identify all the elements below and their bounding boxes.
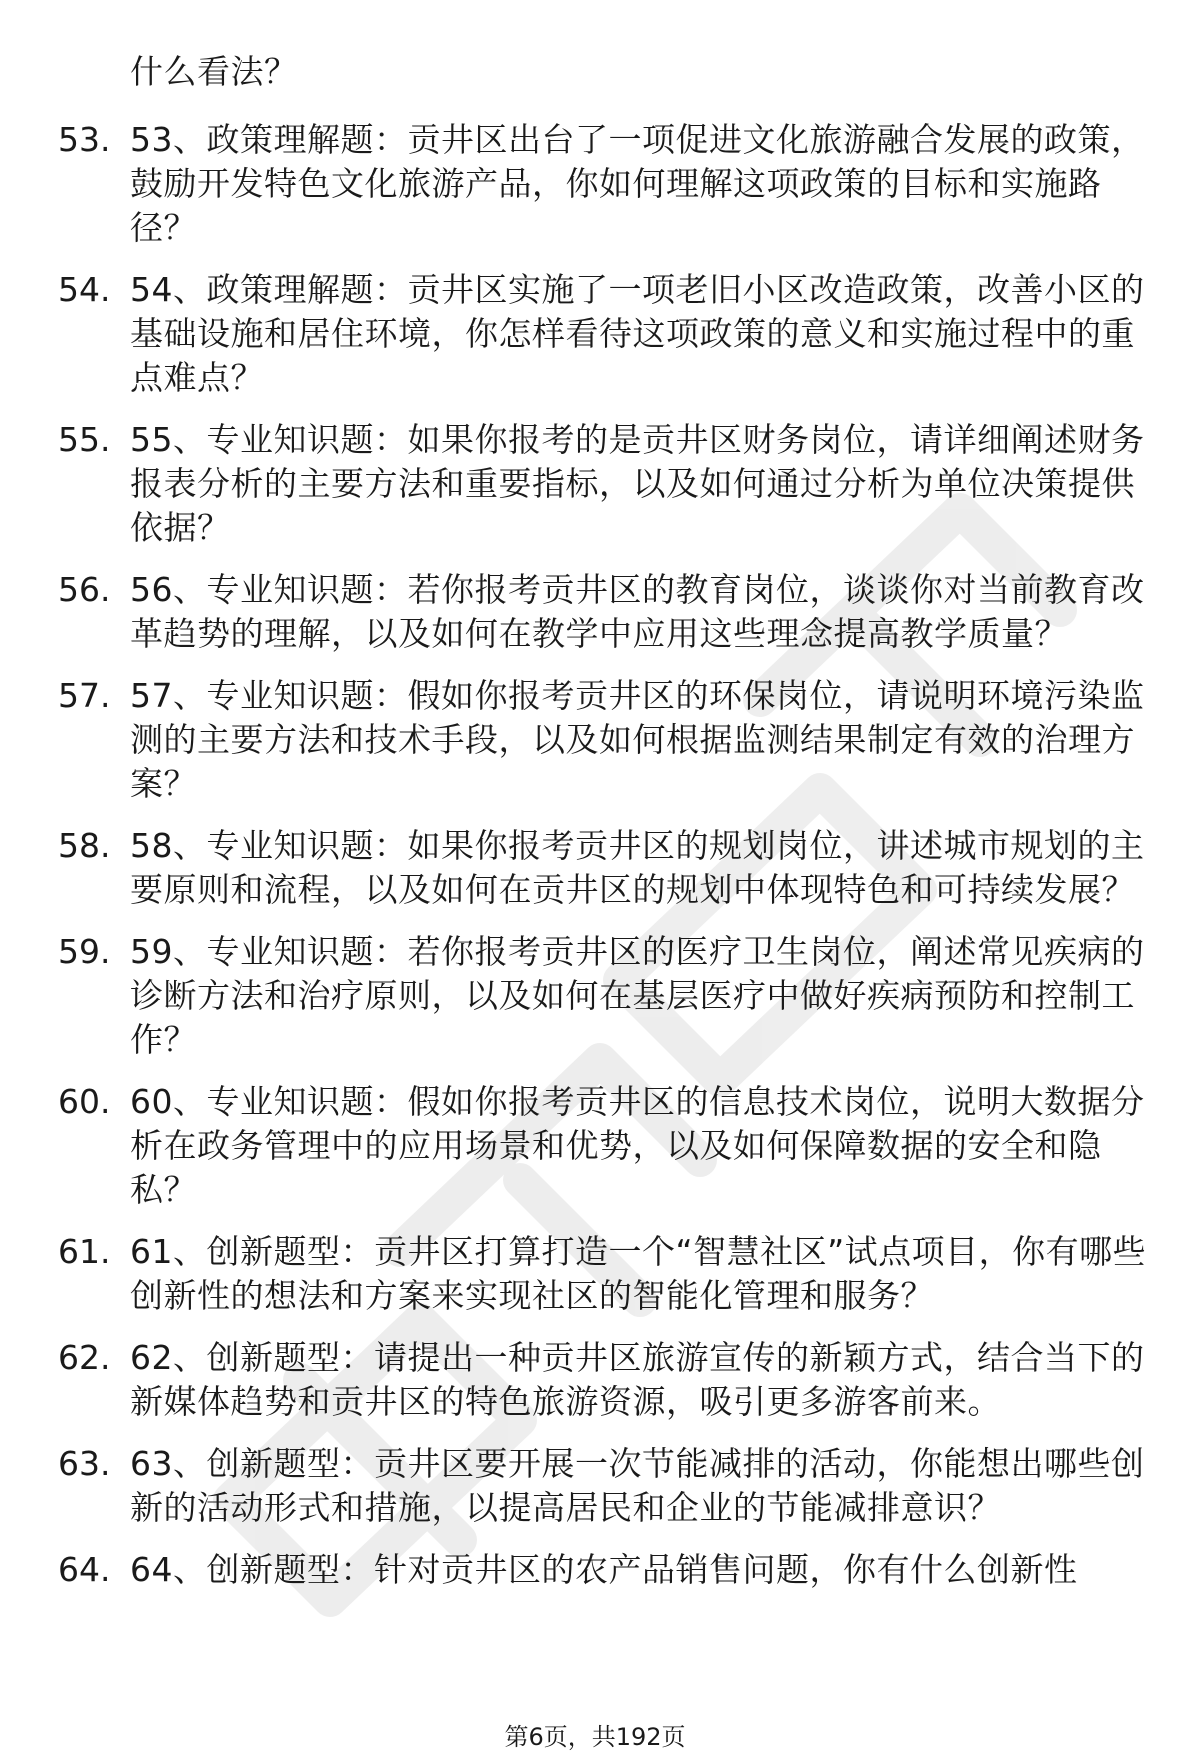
question-item (0, 568, 1190, 656)
question-text: 62、创新题型：请提出一种贡井区旅游宣传的新颖方式，结合当下的新媒体趋势和贡井区的特色旅游资源，吸引更多游客前来。 (130, 1338, 1145, 1421)
question-number: 53. (58, 120, 111, 159)
question-number: 63. (58, 1444, 111, 1483)
question-text: 54、政策理解题：贡井区实施了一项老旧小区改造政策，改善小区的基础设施和居住环境，你怎样看待这项政策的意义和实施过程中的重点难点？ (130, 270, 1145, 397)
question-item (0, 1080, 1190, 1212)
question-number: 59. (58, 932, 111, 971)
question-item (0, 118, 1190, 250)
question-text: 57、专业知识题：假如你报考贡井区的环保岗位，请说明环境污染监测的主要方法和技术手段，以及如何根据监测结果制定有效的治理方案？ (130, 676, 1145, 803)
question-item (0, 268, 1190, 400)
question-item (0, 930, 1190, 1062)
question-item (0, 824, 1190, 912)
question-item (0, 1548, 1190, 1592)
question-number: 60. (58, 1082, 111, 1121)
question-text: 60、专业知识题：假如你报考贡井区的信息技术岗位，说明大数据分析在政务管理中的应用场景和优势，以及如何保障数据的安全和隐私？ (130, 1082, 1145, 1209)
question-number: 55. (58, 420, 111, 459)
question-number: 64. (58, 1550, 111, 1589)
question-number: 56. (58, 570, 111, 609)
question-text: 58、专业知识题：如果你报考贡井区的规划岗位，讲述城市规划的主要原则和流程，以及如何在贡井区的规划中体现特色和可持续发展？ (130, 826, 1145, 909)
question-text: 61、创新题型：贡井区打算打造一个“智慧社区”试点项目，你有哪些创新性的想法和方案来实现社区的智能化管理和服务？ (130, 1232, 1147, 1315)
question-number: 54. (58, 270, 111, 309)
question-text: 63、创新题型：贡井区要开展一次节能减排的活动，你能想出哪些创新的活动形式和措施，以提高居民和企业的节能减排意识？ (130, 1444, 1145, 1527)
question-number: 57. (58, 676, 111, 715)
page-number-footer: 第6页，共192页 (504, 1723, 686, 1751)
question-list (0, 118, 1190, 1610)
question-number: 58. (58, 826, 111, 865)
question-number: 61. (58, 1232, 111, 1271)
question-text: 64、创新题型：针对贡井区的农产品销售问题，你有什么创新性 (130, 1550, 1078, 1589)
question-item (0, 1442, 1190, 1530)
question-text: 55、专业知识题：如果你报考的是贡井区财务岗位，请详细阐述财务报表分析的主要方法和重要指标，以及如何通过分析为单位决策提供依据？ (130, 420, 1145, 547)
question-text: 59、专业知识题：若你报考贡井区的医疗卫生岗位，阐述常见疾病的诊断方法和治疗原则，以及如何在基层医疗中做好疾病预防和控制工作？ (130, 932, 1145, 1059)
question-item (0, 1230, 1190, 1318)
question-item (0, 674, 1190, 806)
question-text: 56、专业知识题：若你报考贡井区的教育岗位，谈谈你对当前教育改革趋势的理解，以及如何在教学中应用这些理念提高教学质量？ (130, 570, 1145, 653)
question-item (0, 1336, 1190, 1424)
question-text: 53、政策理解题：贡井区出台了一项促进文化旅游融合发展的政策，鼓励开发特色文化旅游产品，你如何理解这项政策的目标和实施路径？ (130, 120, 1145, 247)
question-item (0, 418, 1190, 550)
previous-question-continuation: 什么看法？ (130, 52, 298, 91)
question-number: 62. (58, 1338, 111, 1377)
